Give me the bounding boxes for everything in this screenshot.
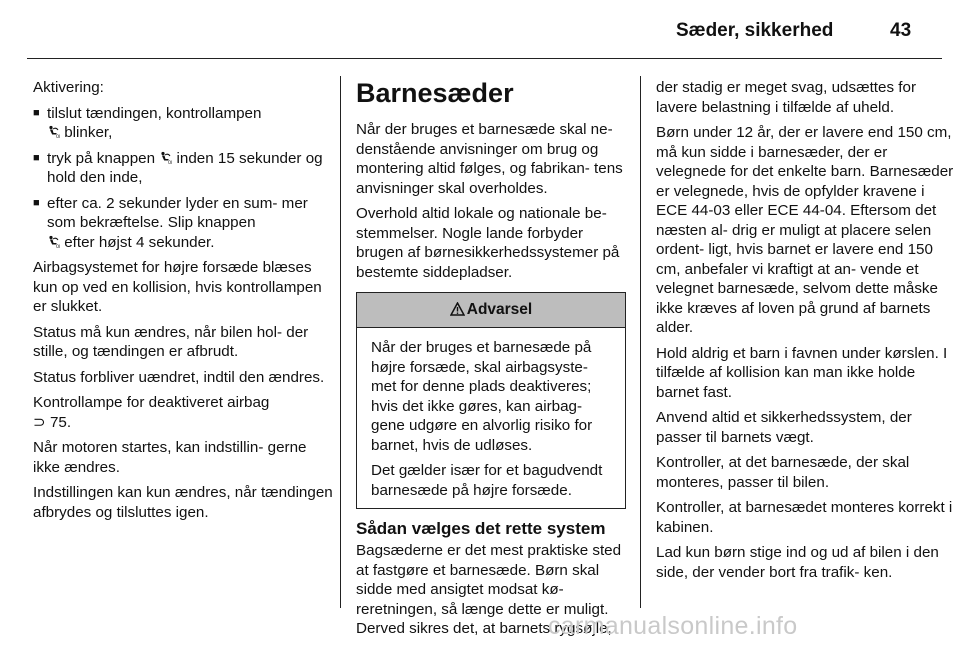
column-2 (356, 78, 626, 645)
column-3 (656, 78, 956, 588)
watermark: carmanualsonline.info (548, 612, 798, 640)
paragraph: Status forbliver uændret, indtil den ændres. (33, 368, 325, 386)
paragraph: Anvend altid et sikkerhedssystem, der passer til barnets vægt. (656, 409, 912, 446)
paragraph: Børn under 12 år, der er lavere end 150 cm, må kun sidde i barnesæder, der er velegnede for det enkelte barn. Barnesæder er velegnede, hvis de opfylder kravene i ECE 44-03 eller ECE 44-04. Eftersom det næsten al- drig er muligt at placere selen ordent- ligt, hvis barnet er lavere end 150 cm, anbefaler vi kraftigt at an- vende et velegnet barnesæde, selvom dette måske ikke kræves af loven på grund af barnets alder. (656, 124, 954, 336)
header-divider (27, 58, 942, 59)
paragraph: Overhold altid lokale og nationale be- stemmelser. Nogle lande forbyder brugen af børnesikkerhedssystemer på bestemte siddepladser. (356, 205, 620, 281)
column-divider-1 (340, 76, 341, 608)
paragraph: Når der bruges et barnesæde skal ne- denstående anvisninger om brug og montering altid følges, og fabrikan- tens anvisninger skal overholdes. (356, 121, 623, 197)
subsection-heading: Sådan vælges det rette system (356, 519, 606, 538)
paragraph: Kontrollampe for deaktiveret airbag ⊃ 75. (33, 394, 270, 431)
warning-icon (450, 295, 465, 329)
airbag-off-icon (47, 124, 60, 137)
column-divider-2 (640, 76, 641, 608)
paragraph: der stadig er meget svag, udsættes for lavere belastning i tilfælde af uheld. (656, 79, 917, 116)
page-header (0, 0, 960, 58)
paragraph: Airbagsystemet for højre forsæde blæses kun op ved en kollision, hvis kontrollampen er slukket. (33, 259, 322, 315)
paragraph: Kontroller, at det barnesæde, der skal monteres, passer til bilen. (656, 454, 910, 491)
bullet-icon: ■ (33, 151, 40, 164)
paragraph: Når der bruges et barnesæde på højre forsæde, skal airbagsyste- met for denne plads deaktiveres; hvis det ikke gøres, kan airbag- gene udgøre en alvorlig risiko for barnet, hvis de udløses. (371, 339, 593, 454)
paragraph: Hold aldrig et barn i favnen under kørslen. I tilfælde af kollision kan man ikke holde barnet fast. (656, 344, 948, 401)
svg-text:OFF: O (56, 134, 60, 138)
activation-steps (33, 104, 333, 253)
section-heading: Barnesæder (356, 78, 514, 108)
paragraph: Det gælder især for et bagudvendt barnesæde på højre forsæde. (371, 462, 603, 499)
list-item: ■ tilslut tændingen, kontrollampen O blinker, (33, 104, 262, 141)
svg-text:OFF: O (56, 243, 60, 248)
paragraph: Indstillingen kan kun ændres, når tændingen afbrydes og tilsluttes igen. (33, 484, 333, 521)
activation-intro: Aktivering: (33, 79, 104, 96)
bullet-icon: ■ (33, 196, 40, 209)
page-title: Sæder, sikkerhed (676, 20, 834, 41)
reference-arrow-icon: ⊃ (33, 413, 46, 431)
paragraph: Når motoren startes, kan indstillin- gerne ikke ændres. (33, 439, 307, 476)
column-1 (33, 78, 333, 528)
warning-box (356, 292, 626, 509)
warning-header: Advarsel (357, 293, 625, 328)
page-number: 43 (890, 20, 912, 41)
list-item: ■ tryk på knappen O inden 15 sekunder og hold den inde, (33, 149, 323, 186)
airbag-off-icon (159, 150, 172, 163)
page-reference-link[interactable]: ⊃ 75. (33, 413, 72, 431)
bullet-icon: ■ (33, 106, 40, 119)
paragraph: Status må kun ændres, når bilen hol- der stille, og tændingen er afbrudt. (33, 323, 309, 360)
airbag-off-icon (47, 234, 60, 247)
warning-body (357, 328, 625, 508)
paragraph: Kontroller, at barnesædet monteres korrekt i kabinen. (656, 499, 953, 536)
paragraph: Lad kun børn stige ind og ud af bilen i den side, der vender bort fra trafik- ken. (656, 544, 939, 581)
list-item: ■ efter ca. 2 sekunder lyder en sum- mer som bekræftelse. Slip knappen O efter højst 4 sekunder. (33, 194, 308, 251)
svg-text:OFF: O (168, 159, 172, 164)
paragraph: Bagsæderne er det mest praktiske sted at fastgøre et barnesæde. Børn skal sidde med ansigtet modsat kø- reretningen, så længe dette er muligt. Derved sikres det, at barnets rygsøjle, (356, 542, 622, 637)
